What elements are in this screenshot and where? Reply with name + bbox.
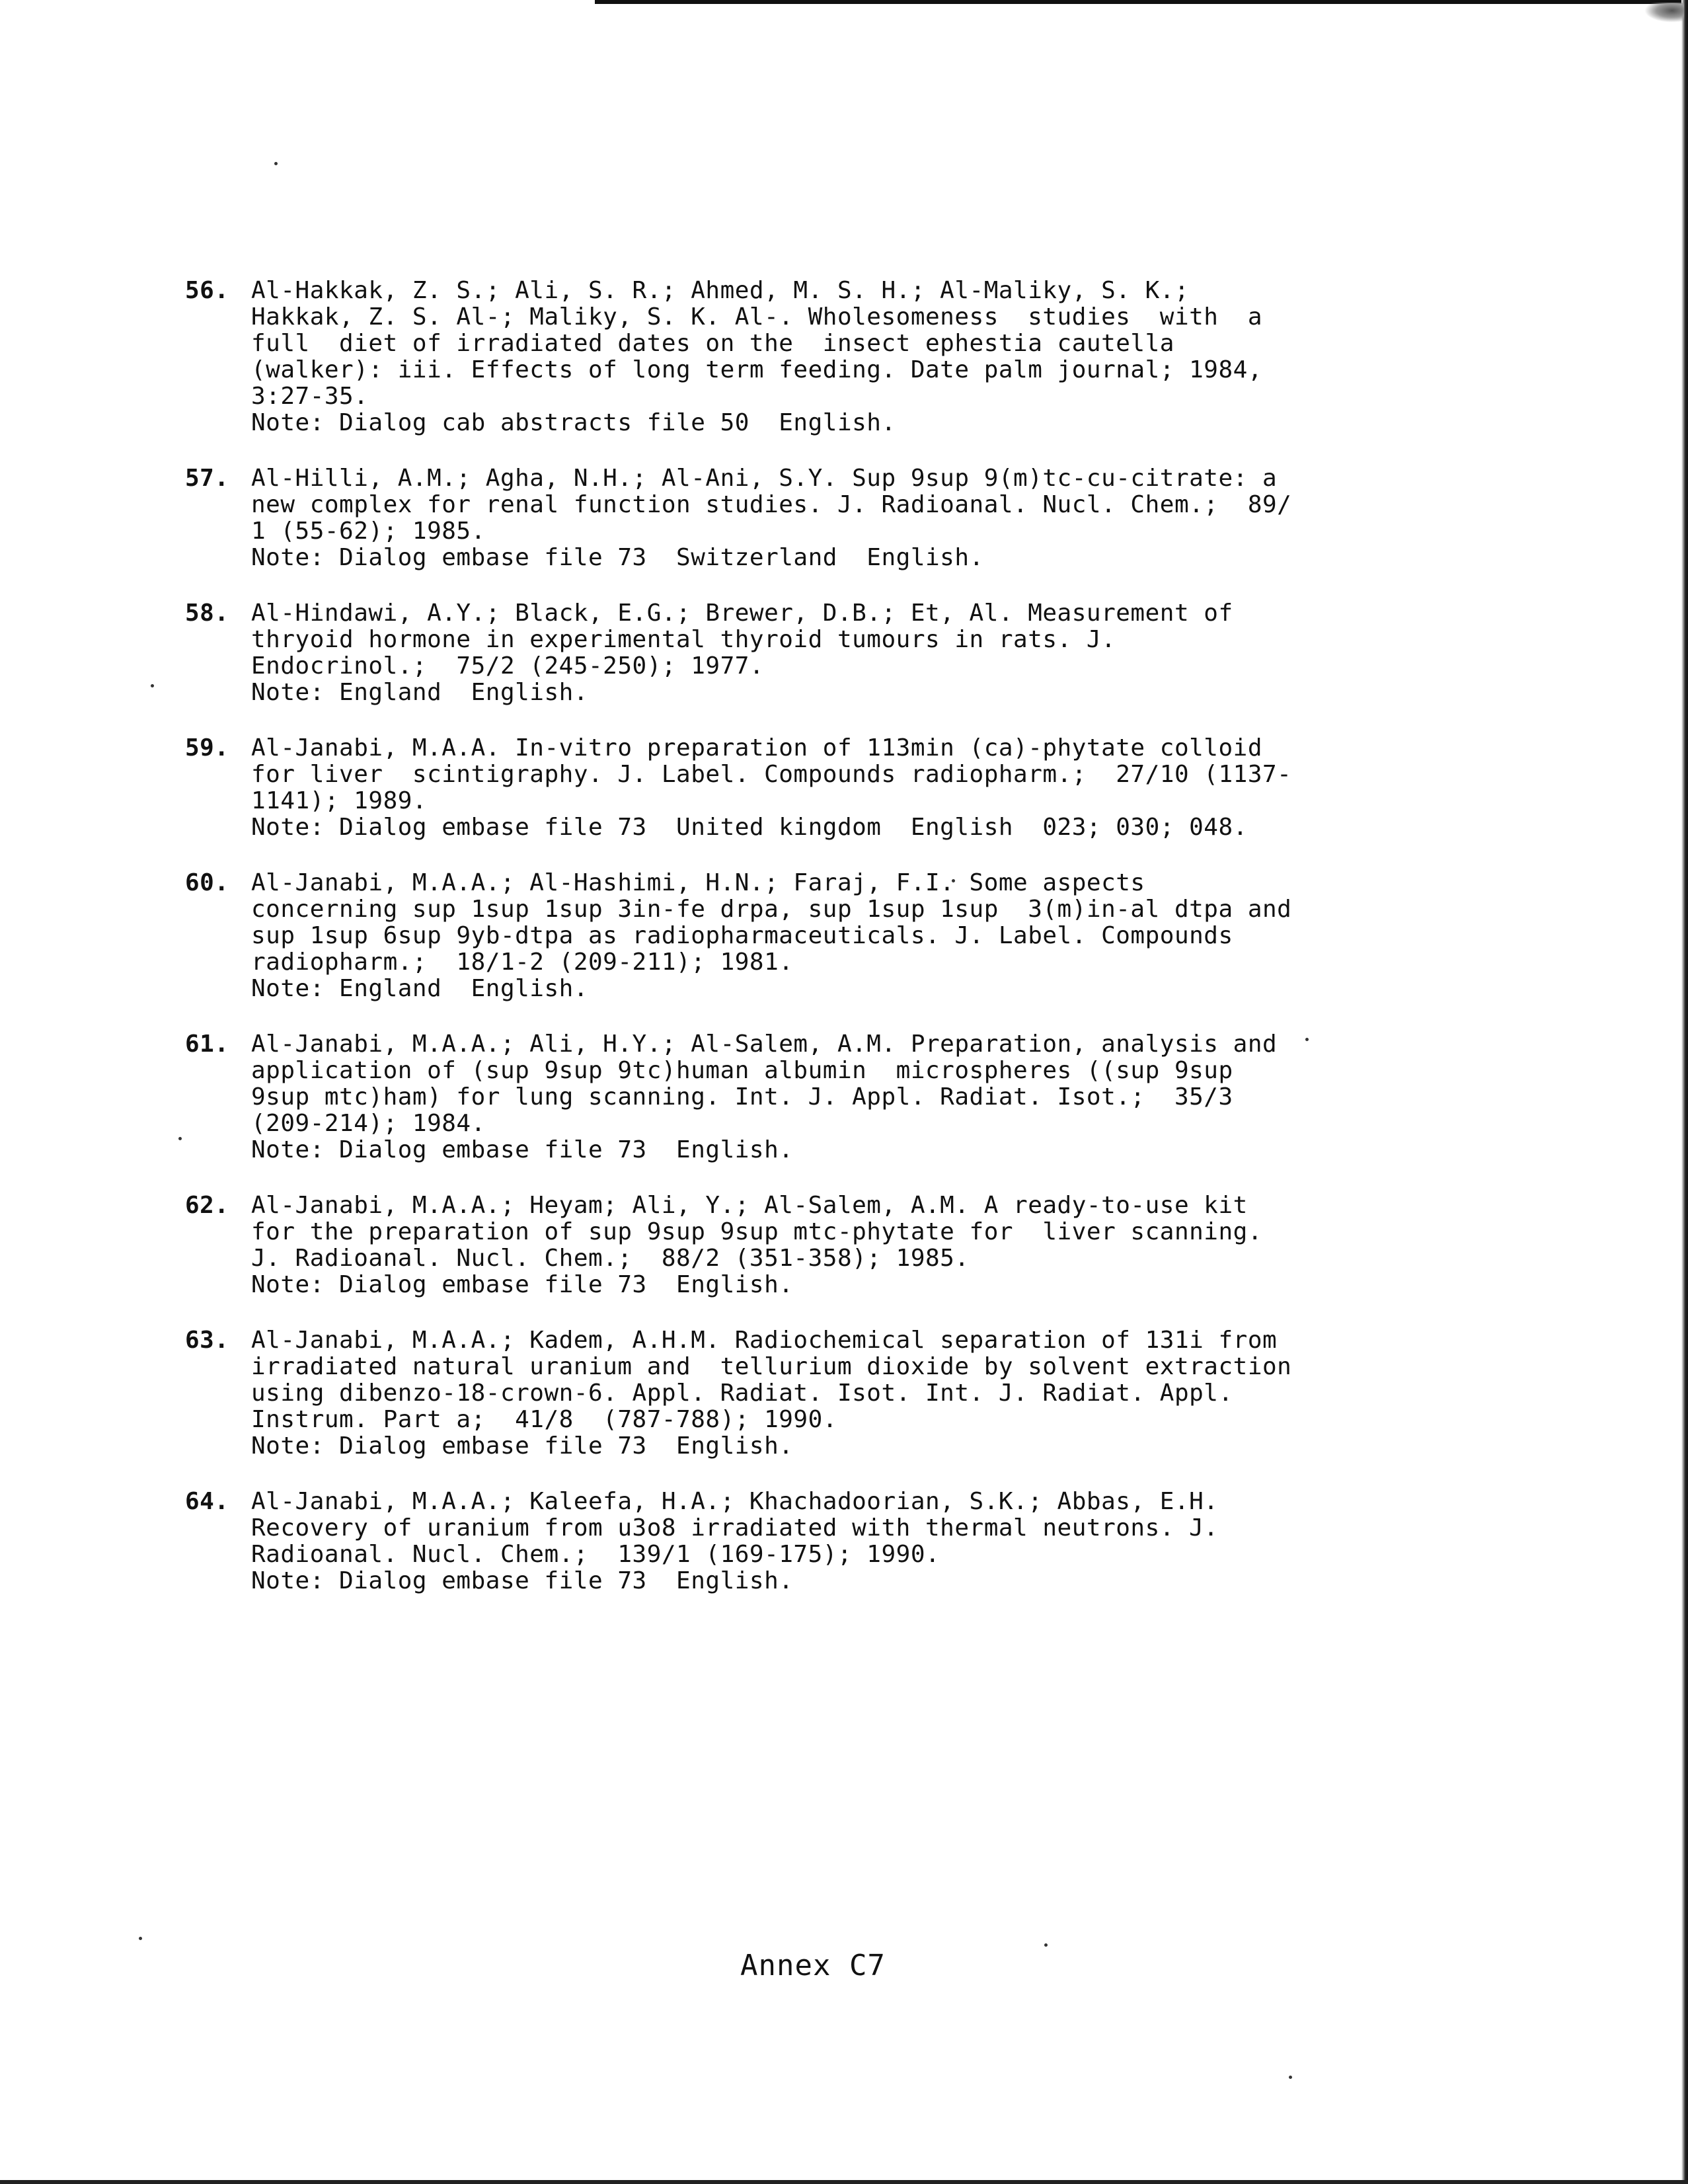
reference-number: 59. bbox=[185, 734, 229, 761]
reference-citation-line: sup 1sup 6sup 9yb-dtpa as radiopharmaceuticals. J. Label. Compounds bbox=[251, 922, 1233, 949]
reference-number: 58. bbox=[185, 600, 229, 627]
reference-number: 60. bbox=[185, 869, 229, 896]
reference-number: 63. bbox=[185, 1327, 229, 1354]
reference-entry bbox=[185, 1327, 1441, 1460]
reference-citation-line: irradiated natural uranium and tellurium dioxide by solvent extraction bbox=[251, 1353, 1292, 1380]
reference-number: 61. bbox=[185, 1031, 229, 1058]
reference-note: Note: Dialog embase file 73 United kingdom English 023; 030; 048. bbox=[251, 814, 1248, 841]
scan-speck bbox=[139, 1937, 142, 1940]
reference-entry bbox=[185, 1192, 1441, 1298]
reference-citation-line: new complex for renal function studies. J. Radioanal. Nucl. Chem.; 89/ bbox=[251, 491, 1292, 518]
reference-note: Note: Dialog embase file 73 English. bbox=[251, 1136, 794, 1163]
reference-citation-line: thryoid hormone in experimental thyroid tumours in rats. J. bbox=[251, 626, 1116, 653]
reference-citation-line: J. Radioanal. Nucl. Chem.; 88/2 (351-358); 1985. bbox=[251, 1245, 970, 1272]
reference-entry bbox=[185, 870, 1441, 1002]
scan-edge-right bbox=[1681, 0, 1688, 2184]
reference-citation-line: Recovery of uranium from u3o8 irradiated with thermal neutrons. J. bbox=[251, 1514, 1219, 1541]
reference-citation-line: (209-214); 1984. bbox=[251, 1110, 486, 1137]
reference-entry bbox=[185, 278, 1441, 436]
reference-citation-line: 1 (55-62); 1985. bbox=[251, 518, 486, 545]
reference-number: 57. bbox=[185, 465, 229, 492]
reference-citation-line: Al-Hilli, A.M.; Agha, N.H.; Al-Ani, S.Y. Sup 9sup 9(m)tc-cu-citrate: a bbox=[251, 465, 1278, 492]
reference-citation-line: Al-Janabi, M.A.A.; Kadem, A.H.M. Radiochemical separation of 131i from bbox=[251, 1327, 1278, 1354]
reference-note: Note: Dialog embase file 73 Switzerland English. bbox=[251, 544, 984, 571]
reference-citation-line: Instrum. Part a; 41/8 (787-788); 1990. bbox=[251, 1406, 837, 1433]
reference-number: 64. bbox=[185, 1488, 229, 1515]
reference-entry bbox=[185, 1031, 1441, 1163]
reference-note: Note: Dialog embase file 73 English. bbox=[251, 1567, 794, 1594]
reference-note: Note: Dialog embase file 73 English. bbox=[251, 1271, 794, 1298]
reference-note: Note: England English. bbox=[251, 975, 588, 1002]
reference-citation-line: Al-Hakkak, Z. S.; Ali, S. R.; Ahmed, M. S. H.; Al-Maliky, S. K.; bbox=[251, 277, 1190, 304]
scan-speck bbox=[1289, 2076, 1292, 2079]
scan-corner-mark bbox=[1644, 3, 1684, 22]
reference-citation-line: Radioanal. Nucl. Chem.; 139/1 (169-175); 1990. bbox=[251, 1541, 940, 1568]
reference-entry bbox=[185, 735, 1441, 841]
reference-citation-line: full diet of irradiated dates on the insect ephestia cautella bbox=[251, 330, 1174, 357]
reference-citation-line: radiopharm.; 18/1-2 (209-211); 1981. bbox=[251, 949, 794, 976]
reference-citation-line: (walker): iii. Effects of long term feeding. Date palm journal; 1984, bbox=[251, 356, 1262, 383]
reference-list bbox=[185, 278, 1441, 1623]
reference-citation-line: Al-Janabi, M.A.A.; Ali, H.Y.; Al-Salem, A.M. Preparation, analysis and bbox=[251, 1031, 1278, 1058]
reference-citation-line: Endocrinol.; 75/2 (245-250); 1977. bbox=[251, 652, 765, 680]
reference-citation-line: Hakkak, Z. S. Al-; Maliky, S. K. Al-. Wholesomeness studies with a bbox=[251, 303, 1262, 331]
reference-number: 56. bbox=[185, 277, 229, 304]
reference-citation-line: using dibenzo-18-crown-6. Appl. Radiat. Isot. Int. J. Radiat. Appl. bbox=[251, 1380, 1233, 1407]
reference-note: Note: England English. bbox=[251, 679, 588, 706]
reference-citation-line: 1141); 1989. bbox=[251, 787, 428, 814]
reference-note: Note: Dialog embase file 73 English. bbox=[251, 1432, 794, 1460]
reference-citation-line: 9sup mtc)ham) for lung scanning. Int. J. Appl. Radiat. Isot.; 35/3 bbox=[251, 1083, 1233, 1111]
annex-label: Annex C7 bbox=[740, 1949, 886, 1982]
reference-citation-line: for liver scintigraphy. J. Label. Compounds radiopharm.; 27/10 (1137- bbox=[251, 761, 1292, 788]
reference-number: 62. bbox=[185, 1192, 229, 1219]
reference-citation-line: for the preparation of sup 9sup 9sup mtc-phytate for liver scanning. bbox=[251, 1218, 1262, 1245]
reference-entry bbox=[185, 600, 1441, 706]
reference-citation-line: Al-Janabi, M.A.A. In-vitro preparation of 113min (ca)-phytate colloid bbox=[251, 734, 1262, 761]
reference-citation-line: Al-Janabi, M.A.A.; Al-Hashimi, H.N.; Faraj, F.I. Some aspects bbox=[251, 869, 1145, 896]
reference-citation-line: concerning sup 1sup 1sup 3in-fe drpa, sup 1sup 1sup 3(m)in-al dtpa and bbox=[251, 896, 1292, 923]
scan-edge-top bbox=[595, 0, 1688, 4]
reference-citation-line: Al-Janabi, M.A.A.; Heyam; Ali, Y.; Al-Salem, A.M. A ready-to-use kit bbox=[251, 1192, 1248, 1219]
scan-speck bbox=[274, 162, 278, 165]
reference-citation-line: Al-Janabi, M.A.A.; Kaleefa, H.A.; Khachadoorian, S.K.; Abbas, E.H. bbox=[251, 1488, 1219, 1515]
reference-entry bbox=[185, 1489, 1441, 1594]
scan-speck bbox=[1044, 1943, 1048, 1947]
reference-citation-line: Al-Hindawi, A.Y.; Black, E.G.; Brewer, D.B.; Et, Al. Measurement of bbox=[251, 600, 1233, 627]
reference-citation-line: 3:27-35. bbox=[251, 383, 369, 410]
scan-speck bbox=[178, 1137, 182, 1140]
scan-edge-bottom bbox=[0, 2180, 1688, 2184]
reference-citation-line: application of (sup 9sup 9tc)human albumin microspheres ((sup 9sup bbox=[251, 1057, 1233, 1084]
reference-note: Note: Dialog cab abstracts file 50 English. bbox=[251, 409, 896, 436]
scan-speck bbox=[151, 684, 154, 687]
reference-entry bbox=[185, 465, 1441, 571]
